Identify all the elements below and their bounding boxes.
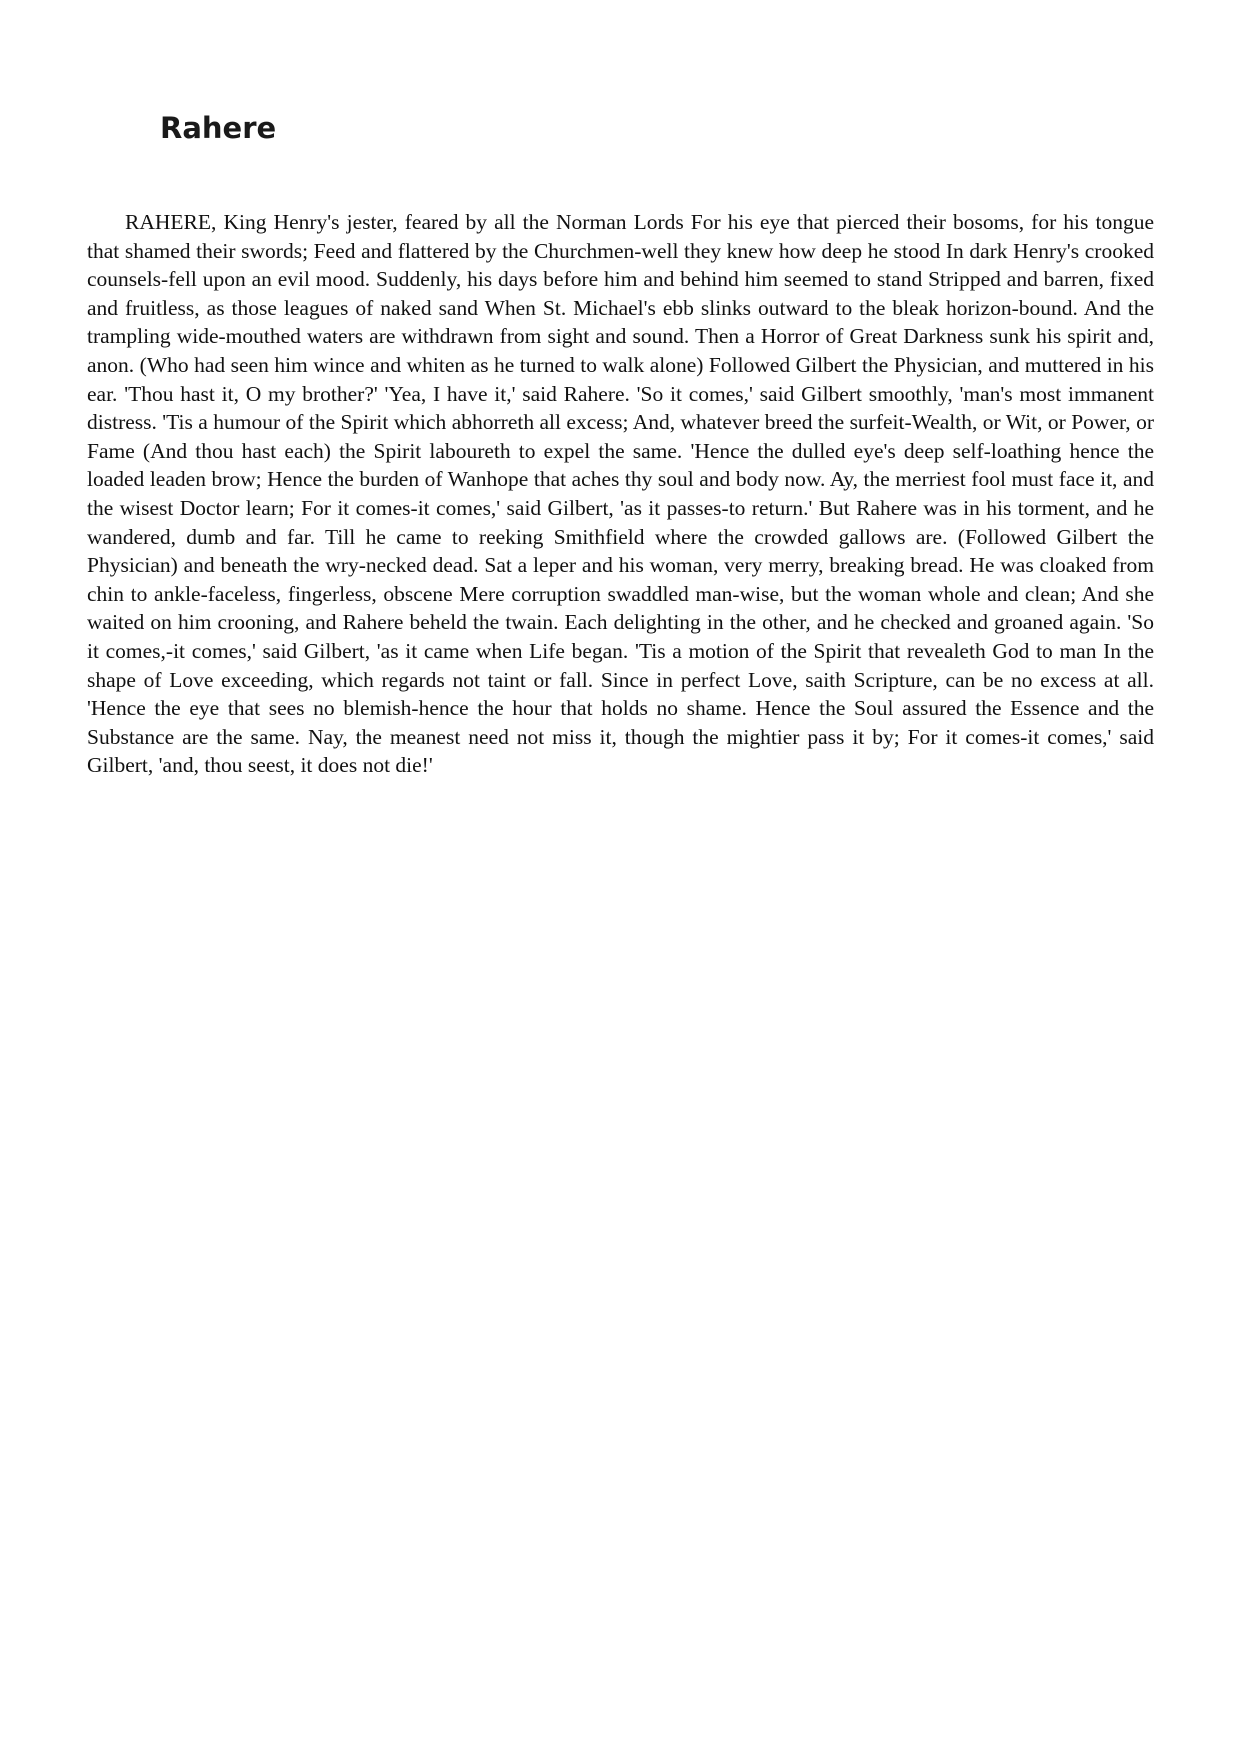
poem-title: Rahere: [160, 111, 277, 145]
poem-body: RAHERE, King Henry's jester, feared by all the Norman Lords For his eye that pierced their bosoms, for his tongue that shamed their swords; Feed and flattered by the Churchmen-well they knew how deep he stood In dark Henry's crooked counsels-fell upon an evil mood. Suddenly, his days before him and behind him seemed to stand Stripped and barren, fixed and fruitless, as those leagues of naked sand When St. Michael's ebb slinks outward to the bleak horizon-bound. And the trampling wide-mouthed waters are withdrawn from sight and sound. Then a Horror of Great Darkness sunk his spirit and, anon. (Who had seen him wince and whiten as he turned to walk alone) Followed Gilbert the Physician, and muttered in his ear. 'Thou hast it, O my brother?' 'Yea, I have it,' said Rahere. 'So it comes,' said Gilbert smoothly, 'man's most immanent distress. 'Tis a humour of the Spirit which abhorreth all excess; And, whatever breed the surfeit-Wealth, or Wit, or Power, or Fame (And thou hast each) the Spirit laboureth to expel the same. 'Hence the dulled eye's deep self-loathing hence the loaded leaden brow; Hence the burden of Wanhope that aches thy soul and body now. Ay, the merriest fool must face it, and the wisest Doctor learn; For it comes-it comes,' said Gilbert, 'as it passes-to return.' But Rahere was in his torment, and he wandered, dumb and far. Till he came to reeking Smithfield where the crowded gallows are. (Followed Gilbert the Physician) and beneath the wry-necked dead. Sat a leper and his woman, very merry, breaking bread. He was cloaked from chin to ankle-faceless, fingerless, obscene Mere corruption swaddled man-wise, but the woman whole and clean; And she waited on him crooning, and Rahere beheld the twain. Each delighting in the other, and he checked and groaned again. 'So it comes,-it comes,' said Gilbert, 'as it came when Life began. 'Tis a motion of the Spirit that revealeth God to man In the shape of Love exceeding, which regards not taint or fall. Since in perfect Love, saith Scripture, can be no excess at all. 'Hence the eye that sees no blemish-hence the hour that holds no shame. Hence the Soul assured the Essence and the Substance are the same. Nay, the meanest need not miss it, though the mightier pass it by; For it comes-it comes,' said Gilbert, 'and, thou seest, it does not die!': [87, 210, 1154, 778]
